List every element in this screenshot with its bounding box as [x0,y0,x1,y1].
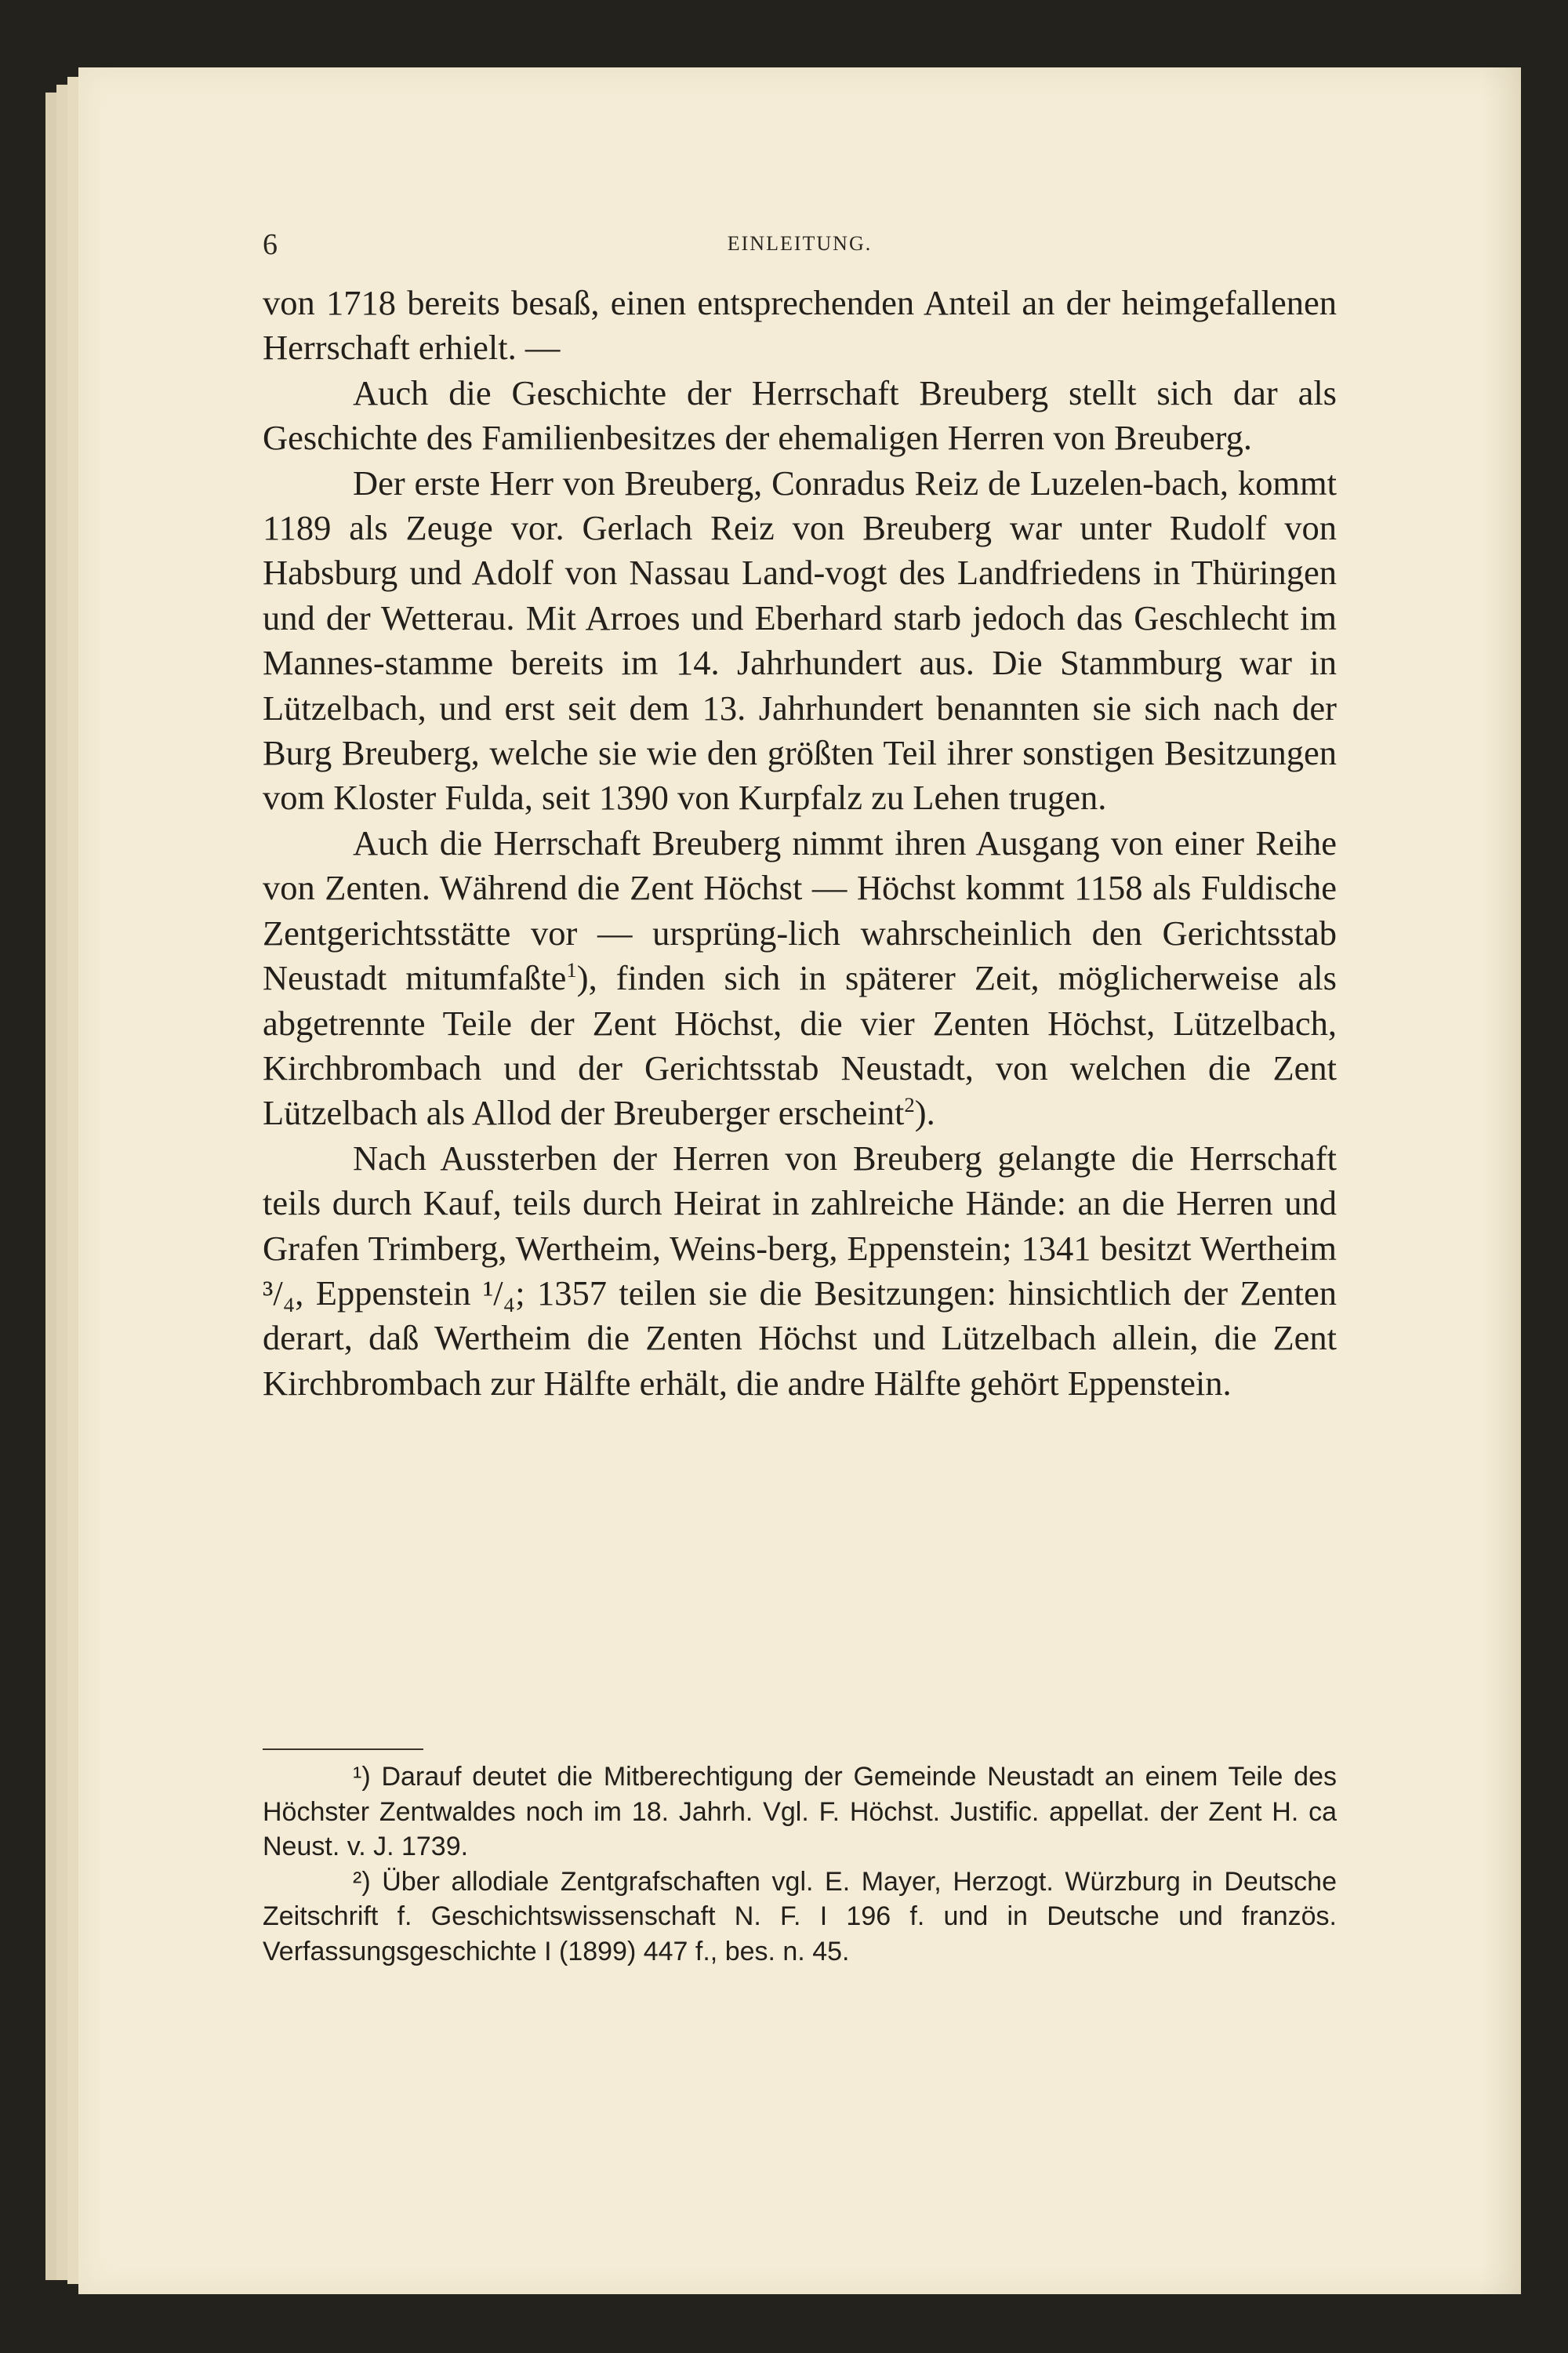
paragraph-5-text-c: ; 1357 teilen sie die Besitzungen: hinsichtlich der Zenten derart, daß Wertheim die Zenten Höchst und Lützelbach allein, die Zent Kirchbrombach zur Hälfte erhält, die andre Hälfte gehört Eppenstein. [263,1273,1337,1403]
footnotes [263,1759,1337,1969]
footnote-1-text: Darauf deutet die Mitberechtigung der Gemeinde Neustadt an einem Teile des Höchster Zentwaldes noch im 18. Jahrh. Vgl. F. Höchst. Justific. appellat. der Zent H. ca Neust. v. J. 1739. [263,1762,1337,1861]
page-header [263,227,1337,267]
footnote-1 [263,1759,1337,1865]
footnote-2 [263,1865,1337,1970]
page-shadow [1482,67,1521,2294]
footnote-1-marker: ¹) [353,1762,371,1792]
paragraph-3: Der erste Herr von Breuberg, Conradus Reiz de Luzelen-bach, kommt 1189 als Zeuge vor. Gerlach Reiz von Breuberg war unter Rudolf von Habsburg und Adolf von Nassau Land-vogt des Landfriedens in Thüringen und der Wetterau. Mit Arroes und Eberhard starb jedoch das Geschlecht im Mannes-stamme bereits im 14. Jahrhundert aus. Die Stammburg war in Lützelbach, und erst seit dem 13. Jahrhundert benannten sie sich nach der Burg Breuberg, welche sie wie den größten Teil ihrer sonstigen Besitzungen vom Kloster Fulda, seit 1390 von Kurpfalz zu Lehen trugen. [263,463,1337,818]
footnote-divider [263,1748,423,1750]
paragraph-4-text-a: Auch die Herrschaft Breuberg nimmt ihren Ausgang von einer Reihe von Zenten. Während die Zent Höchst — Höchst kommt 1158 als Fuldische Zentgerichtsstätte vor — ursprüng-lich wahrscheinlich den Gerichtsstab Neustadt mitumfaßte [263,822,1337,998]
paragraph-1: von 1718 bereits besaß, einen entsprechenden Anteil an der heimgefallenen Herrschaft erhielt. — [263,283,1337,368]
footnote-ref-1[interactable]: 1 [566,958,577,982]
running-head: EINLEITUNG. [727,232,873,255]
page-number: 6 [263,228,278,261]
paragraph-5-text-b: , Eppenstein [295,1273,483,1313]
paragraph-4 [263,821,1337,1136]
fraction-one-quarter: ¹/₄ [482,1273,516,1313]
paragraph-4-text-c: ). [914,1093,935,1133]
footnote-2-text: Über allodiale Zentgrafschaften vgl. E. Mayer, Herzogt. Würzburg in Deutsche Zeitschrift f. Geschichtswissenschaft N. F. I 196 f. und in Deutsche und französ. Verfassungsgeschichte I (1899) 447 f., bes. n. 45. [263,1866,1337,1966]
paragraph-5-text-a: Nach Aussterben der Herren von Breuberg gelangte die Herrschaft teils durch Kauf, teils durch Heirat in zahlreiche Hände: an die Herren und Grafen Trimberg, Wertheim, Weins-berg, Eppenstein; 1341 besitzt Wertheim [263,1138,1337,1268]
footnote-2-marker: ²) [353,1866,371,1897]
paragraph-2: Auch die Geschichte der Herrschaft Breuberg stellt sich dar als Geschichte des Familienbesitzes der ehemaligen Herren von Breuberg. [263,372,1337,458]
paragraph-5 [263,1136,1337,1406]
footnote-ref-2[interactable]: 2 [904,1093,915,1117]
body-text [263,281,1337,1406]
paragraph-4-text-b: ), finden sich in späterer Zeit, möglicherweise als abgetrennte Teile der Zent Höchst, die vier Zenten Höchst, Lützelbach, Kirchbrombach und der Gerichtsstab Neustadt, von welchen die Zent Lützelbach als Allod der Breuberger erscheint [263,958,1337,1133]
fraction-three-quarters: ³/₄ [263,1273,296,1313]
